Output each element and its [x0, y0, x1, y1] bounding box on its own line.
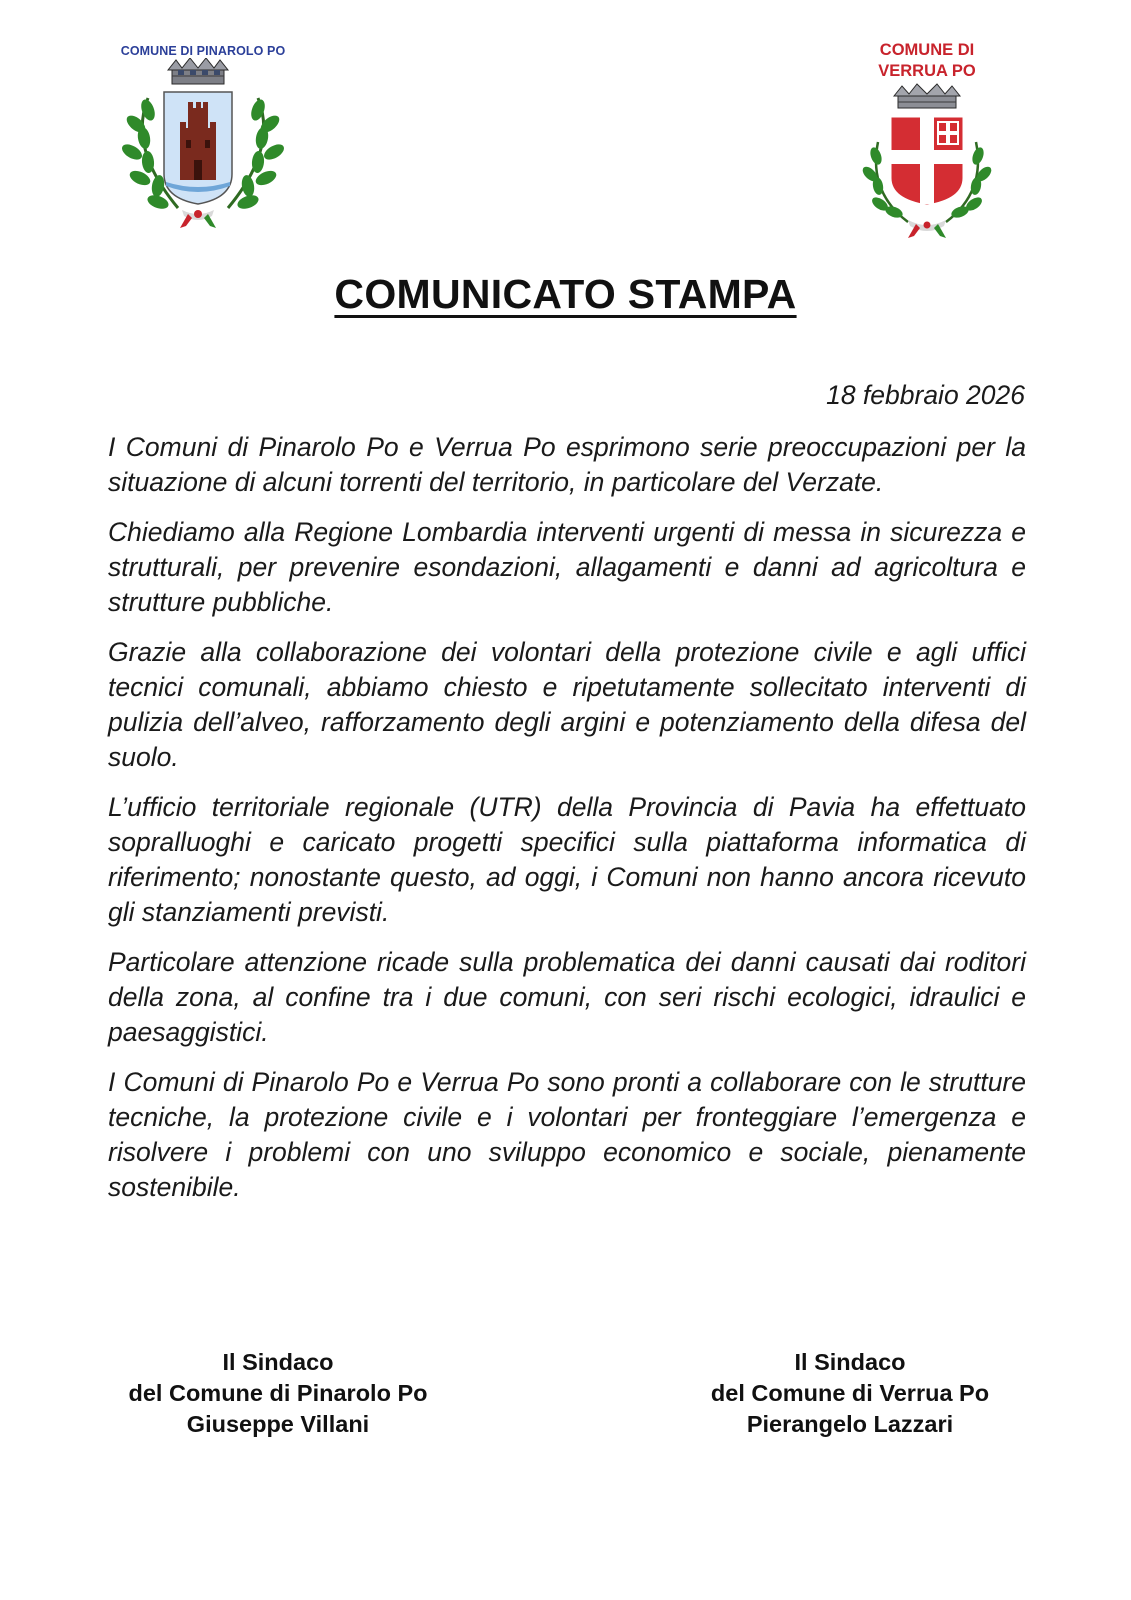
verrua-shield-icon: [890, 116, 964, 206]
signature-name: Pierangelo Lazzari: [746, 1411, 954, 1437]
press-release-body: [108, 430, 1026, 1220]
pinarolo-po-logo: [108, 44, 298, 233]
paragraph: I Comuni di Pinarolo Po e Verrua Po sono pronti a collaborare con le strutture tecniche, la protezione civile e i volontari per fronteggiare l’emergenza e risolvere i problemi con uno sviluppo economico e sociale, pienamente sostenibile.: [108, 1067, 1026, 1202]
paragraph: Chiediamo alla Regione Lombardia interventi urgenti di messa in sicurezza e strutturali, per prevenire esondazioni, allagamenti e danni ad agricoltura e strutture pubbliche.: [108, 517, 1026, 617]
pinarolo-po-label: COMUNE DI PINAROLO PO: [120, 44, 286, 58]
paragraph: Grazie alla collaborazione dei volontari della protezione civile e agli uffici tecnici comunali, abbiamo chiesto e ripetutamente sollecitato interventi di pulizia dell’alveo, rafforzamento degli argini e potenziamento della difesa del suolo.: [108, 637, 1026, 772]
verrua-crown-icon: [894, 84, 960, 108]
signature-comune: del Comune di Verrua Po: [710, 1380, 990, 1406]
verrua-po-label-line1: COMUNE DI: [879, 41, 975, 59]
verrua-po-logo: [862, 40, 992, 245]
paragraph: I Comuni di Pinarolo Po e Verrua Po esprimono serie preoccupazioni per la situazione di alcuni torrenti del territorio, in particolare del Verzate.: [108, 432, 1026, 497]
pinarolo-coat-of-arms-icon: [108, 58, 298, 228]
paragraph: Particolare attenzione ricade sulla problematica dei danni causati dai roditori della zona, al confine tra i due comuni, con seri rischi ecologici, idraulici e paesaggistici.: [108, 947, 1026, 1047]
verrua-po-label-line2: VERRUA PO: [878, 62, 976, 80]
signature-name: Giuseppe Villani: [186, 1411, 370, 1437]
pinarolo-crown-icon: [168, 58, 228, 84]
laurel-branch-right-icon: [228, 98, 287, 212]
signature-comune: del Comune di Pinarolo Po: [128, 1380, 428, 1406]
signature-block-pinarolo: [108, 1347, 448, 1440]
document-date: 18 febbraio 2026: [826, 380, 1025, 410]
page-title: COMUNICATO STAMPA: [334, 271, 797, 317]
tricolor-ribbon-icon: [180, 210, 216, 228]
verrua-tricolor-ribbon-icon: [908, 220, 946, 238]
verrua-coat-of-arms-icon: [862, 82, 992, 240]
pinarolo-shield-icon: [164, 92, 232, 204]
signature-block-verrua: [680, 1347, 1020, 1440]
signature-role: Il Sindaco: [794, 1349, 906, 1375]
paragraph: L’ufficio territoriale regionale (UTR) della Provincia di Pavia ha effettuato sopralluoghi e caricato progetti specifici sulla piattaforma informatica di riferimento; nonostante questo, ad oggi, i Comuni non hanno ancora ricevuto gli stanziamenti previsti.: [108, 792, 1026, 927]
signature-role: Il Sindaco: [222, 1349, 334, 1375]
